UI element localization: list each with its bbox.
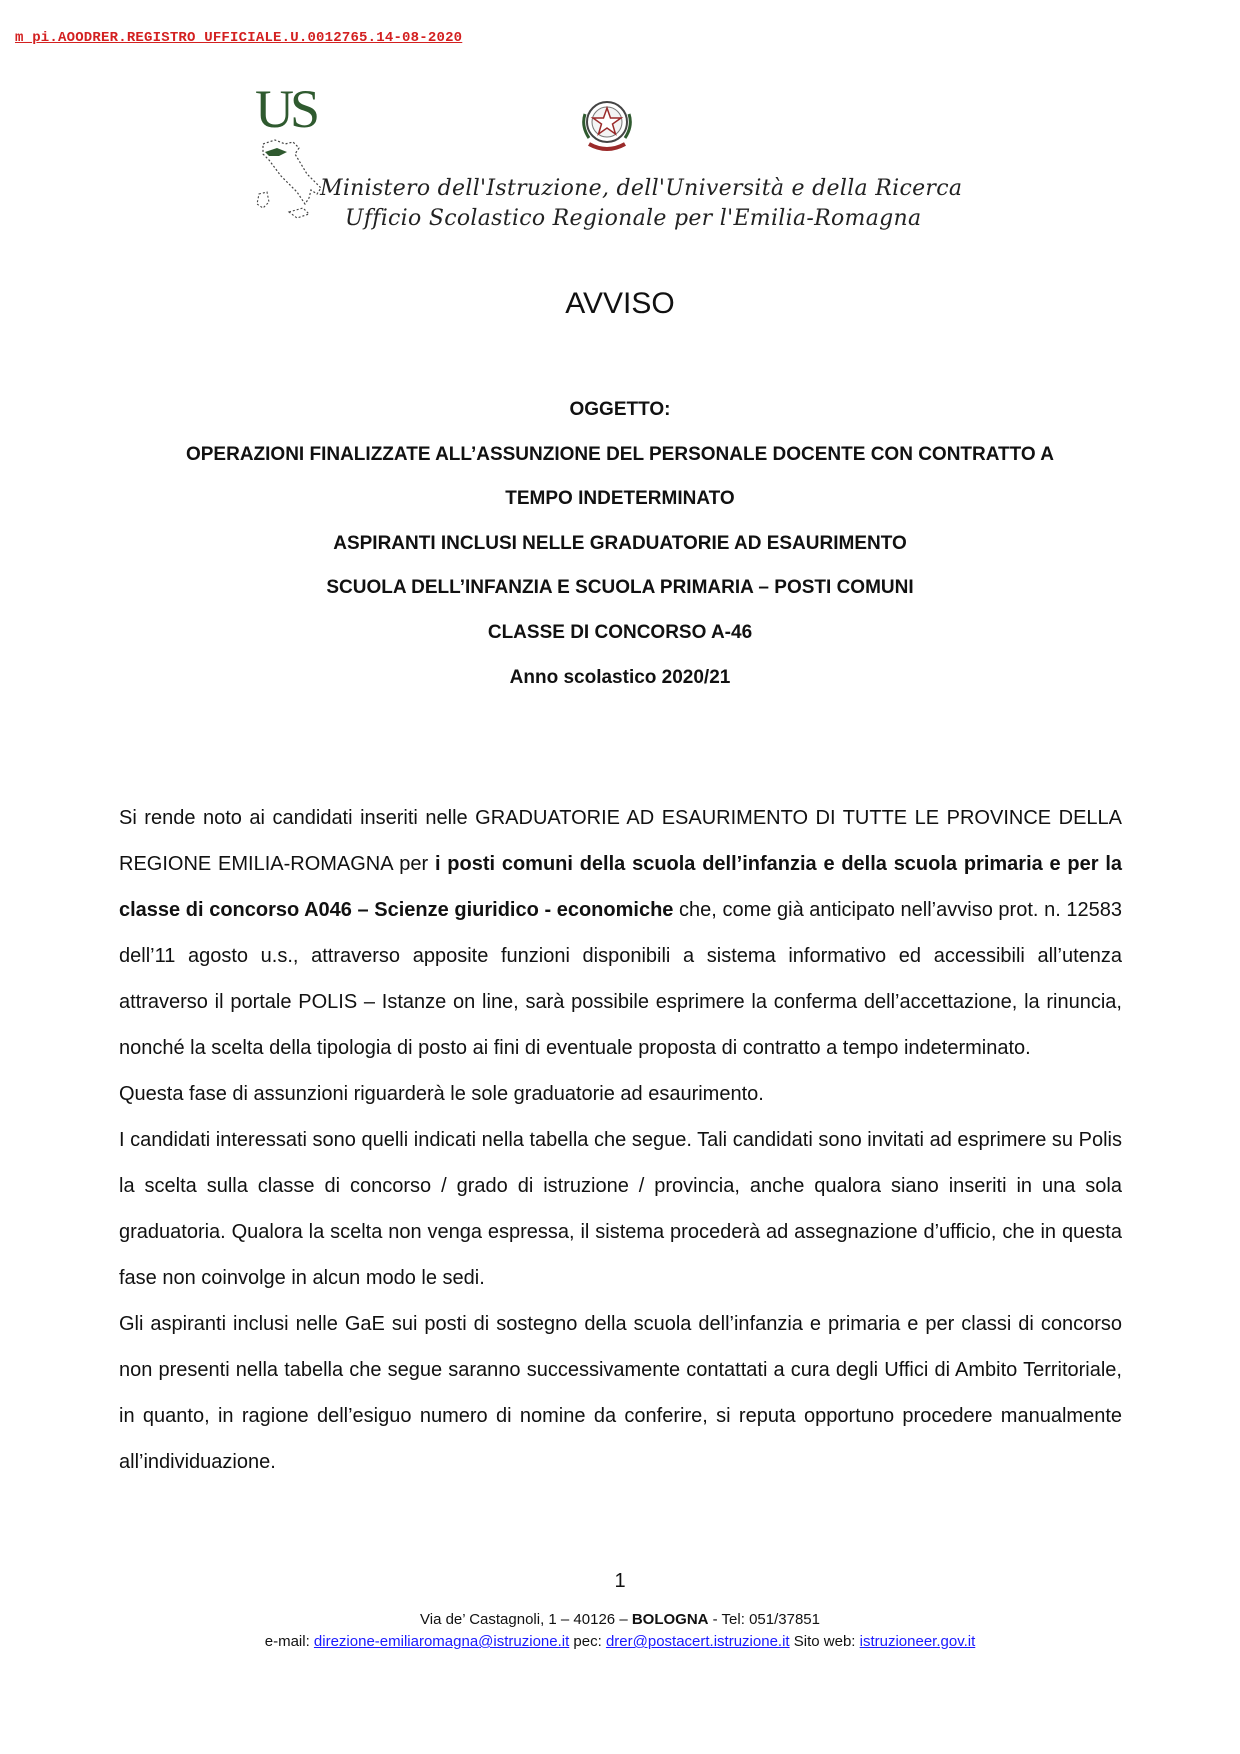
pec-link[interactable]: drer@postacert.istruzione.it [605, 1633, 790, 1650]
email-link[interactable]: direzione-emiliaromagna@istruzione.it [313, 1633, 570, 1650]
subject-line: OPERAZIONI FINALIZZATE ALL’ASSUNZIONE DEL PERSONALE DOCENTE CON CONTRATTO A [185, 443, 1055, 465]
ministry-name: Ministero dell'Istruzione, dell'Università e della Ricerca [320, 176, 963, 201]
subject-line: SCUOLA DELL’INFANZIA E SCUOLA PRIMARIA – POSTI COMUNI [326, 577, 914, 599]
subject-label: OGGETTO: [569, 399, 671, 420]
subject-block [120, 388, 1120, 700]
footer-contacts [0, 1631, 1240, 1653]
protocol-stamp: m_pi.AOODRER.REGISTRO UFFICIALE.U.0012765.14-08-2020 [15, 30, 463, 46]
phone-text: - Tel: 051/37851 [708, 1611, 820, 1628]
web-label: Sito web: [789, 1633, 860, 1650]
paragraph: Gli aspiranti inclusi nelle GaE sui posti di sostegno della scuola dell’infanzia e primaria e per classi di concorso non presenti nella tabella che segue saranno successivamente contattati a cura degli Uffici di Ambito Territoriale, in quanto, in ragione dell’esiguo numero di nomine da conferire, si reputa opportuno procedere manualmente all’individuazione. [119, 1313, 1122, 1473]
italy-map-icon [255, 138, 325, 223]
italian-republic-emblem [575, 92, 639, 158]
address-text: Via de’ Castagnoli, 1 – 40126 – [420, 1611, 632, 1628]
usr-logo-text: US [255, 79, 317, 139]
body-text [119, 795, 1122, 1485]
paragraph: I candidati interessati sono quelli indicati nella tabella che segue. Tali candidati sono invitati ad esprimere su Polis la scelta sulla classe di concorso / grado di istruzione / provincia, anche qualora siano inseriti in una sola graduatoria. Qualora la scelta non venga espressa, il sistema procederà ad assegnazione d’ufficio, che in questa fase non coinvolge in alcun modo le sedi. [119, 1129, 1122, 1289]
regional-office-name: Ufficio Scolastico Regionale per l'Emilia-Romagna [345, 206, 922, 231]
footer [0, 1609, 1240, 1653]
email-label: e-mail: [264, 1633, 314, 1650]
subject-line: TEMPO INDETERMINATO [505, 488, 735, 510]
school-year: Anno scolastico 2020/21 [509, 666, 731, 688]
paragraph [119, 795, 1122, 1071]
paragraph-text: Si rende noto ai candidati inseriti nelle GRADUATORIE AD ESAURIMENTO DI TUTTE LE PROVINCE DELLA REGIONE EMILIA-ROMAGNA per [119, 807, 1122, 875]
letterhead [255, 79, 975, 248]
city: BOLOGNA [631, 1611, 709, 1628]
page-number: 1 [614, 1570, 626, 1592]
website-link[interactable]: istruzioneer.gov.it [859, 1633, 976, 1650]
usr-logo [255, 79, 335, 223]
document-title: AVVISO [565, 287, 675, 320]
footer-address [0, 1609, 1240, 1631]
subject-line: CLASSE DI CONCORSO A-46 [487, 621, 753, 643]
bold-text: i posti comuni della scuola dell’infanzia e della scuola primaria e per la classe di concorso A046 – Scienze giuridico - economiche [119, 853, 1122, 921]
paragraph-text: che, come già anticipato nell’avviso prot. n. 12583 dell’11 agosto u.s., attraverso apposite funzioni disponibili a sistema informativo ed accessibili all’utenza attraverso il portale POLIS – Istanze on line, sarà possibile esprimere la conferma dell’accettazione, la rinuncia, nonché la scelta della tipologia di posto ai fini di eventuale proposta di contratto a tempo indeterminato. [119, 899, 1122, 1059]
pec-label: pec: [569, 1633, 606, 1650]
paragraph: Questa fase di assunzioni riguarderà le sole graduatorie ad esaurimento. [119, 1083, 764, 1105]
subject-line: ASPIRANTI INCLUSI NELLE GRADUATORIE AD ESAURIMENTO [333, 532, 907, 554]
